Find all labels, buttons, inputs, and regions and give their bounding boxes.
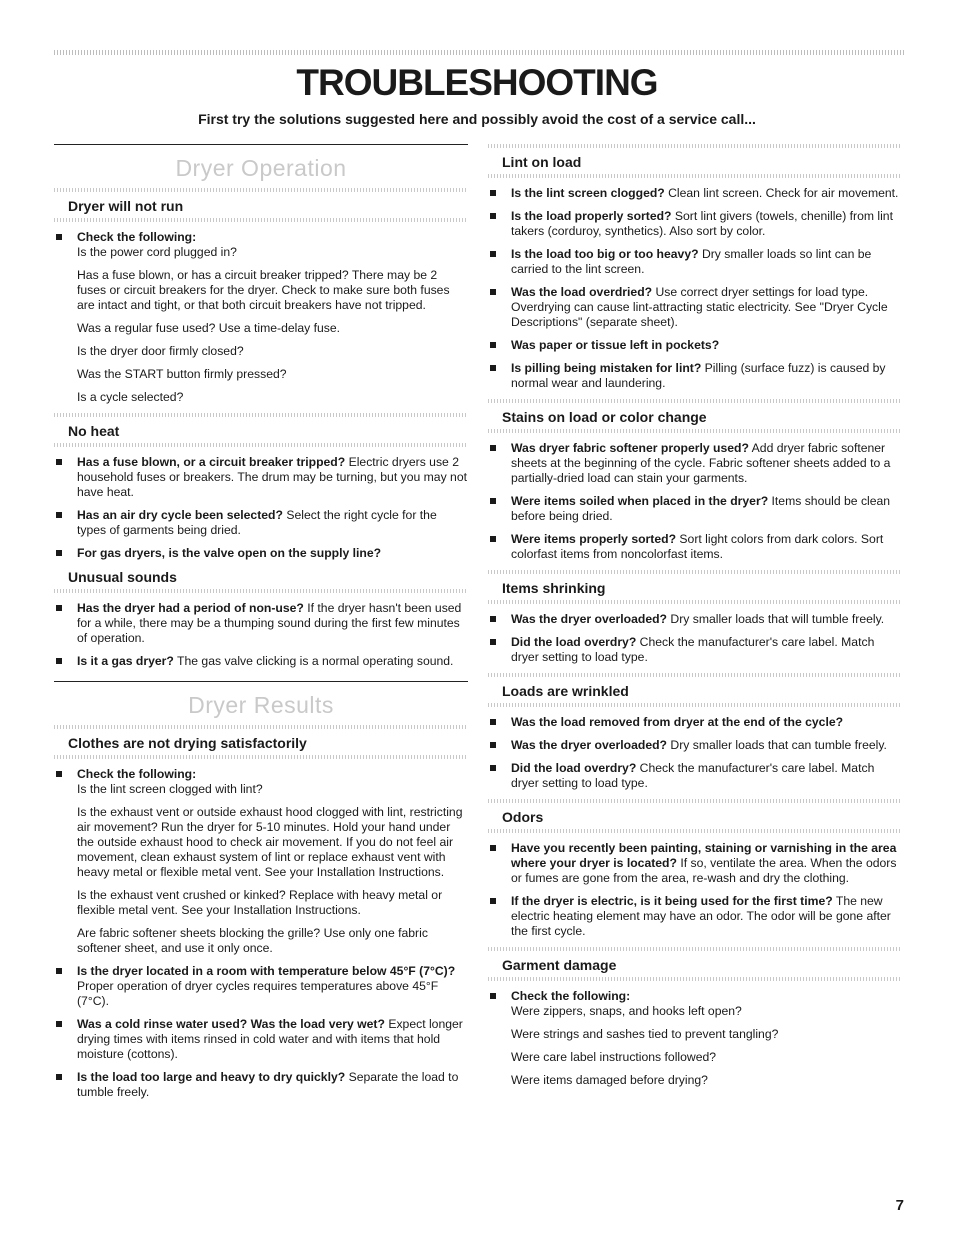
answer: Use correct dryer settings for load type. Overdrying can cause lint-attracting static electricity. See "Dryer Cycle Descriptions" (separate sheet). [511,285,888,329]
list-item [488,761,902,791]
list-item [54,508,468,538]
paragraph: Is the dryer door firmly closed? [77,344,244,358]
subsection-title-wrinkled: Loads are wrinkled [502,683,629,699]
paragraph: Is the exhaust vent or outside exhaust hood clogged with lint, restricting air movement? Run the dryer for 5-10 minutes. Hold your hand under the outside exhaust hood to check air movement. If you do not feel air movement, clean exhaust system of lint or replace exhaust vent with heavy metal or flexible metal vent. See your Installation Instructions. [77,805,463,879]
list-item [488,989,902,1004]
answer: Electric dryers use 2 household fuses or breakers. The drum may be turning, but you may not have heat. [77,455,467,499]
check-label: Check the following: [77,767,197,781]
paragraph: Were strings and sashes tied to prevent tangling? [511,1027,779,1041]
question: Was the dryer overloaded? [511,612,667,626]
divider [54,755,468,759]
answer: If the dryer hasn't been used for a while, there may be a thumping sound during the first few minutes of operation. [77,601,462,645]
right-column [488,144,902,1096]
divider [488,570,902,574]
question: Were items properly sorted? [511,532,677,546]
page-number: 7 [895,1197,904,1214]
question: Did the load overdry? [511,761,637,775]
divider [54,188,468,192]
paragraph: Was a regular fuse used? Use a time-delay fuse. [77,321,341,335]
page-subtitle: First try the solutions suggested here and possibly avoid the cost of a service call... [198,111,756,127]
answer: Dry smaller loads so lint can be carried to the lint screen. [511,247,872,276]
subsection-title-stains: Stains on load or color change [502,409,707,425]
list-item [488,841,902,886]
paragraph: Is a cycle selected? [77,390,184,404]
list-item [54,601,468,646]
paragraph: Are fabric softener sheets blocking the grille? Use only one fabric softener sheet, and use it only once. [77,926,428,955]
stains-list [488,441,902,562]
divider [488,829,902,833]
paragraph: Were items damaged before drying? [511,1073,708,1087]
check-label: Check the following: [77,230,197,244]
list-item [488,441,902,486]
subsection-title-not-drying: Clothes are not drying satisfactorily [68,735,307,751]
question: Is pilling being mistaken for lint? [511,361,702,375]
answer: Check the manufacturer's care label. Match dryer setting to load type. [511,761,875,790]
will-not-run-list [54,230,468,245]
question: Has an air dry cycle been selected? [77,508,283,522]
not-drying-list [54,964,468,1100]
question: Is the dryer located in a room with temperature below 45°F (7°C)? [77,964,456,978]
subsection-title-garment-damage: Garment damage [502,957,617,973]
subsection-title-unusual-sounds: Unusual sounds [68,569,177,585]
question: Is the lint screen clogged? [511,186,665,200]
list-item [488,715,902,730]
list-item [488,285,902,330]
list-item [54,546,468,561]
divider [488,947,902,951]
list-item [54,230,468,245]
list-item [54,1070,468,1100]
question: Have you recently been painting, staining or varnishing in the area where your dryer is located? [511,841,897,870]
list-item [488,532,902,562]
wrinkled-list [488,715,902,791]
question: Did the load overdry? [511,635,637,649]
no-heat-list [54,455,468,561]
question: Was paper or tissue left in pockets? [511,338,720,352]
lint-list [488,186,902,391]
divider [54,443,468,447]
list-item [54,767,468,782]
question: Is the load too large and heavy to dry quickly? [77,1070,346,1084]
answer: Check the manufacturer's care label. Match dryer setting to load type. [511,635,875,664]
question: Has the dryer had a period of non-use? [77,601,304,615]
paragraph: Were care label instructions followed? [511,1050,717,1064]
paragraph: Has a fuse blown, or has a circuit breaker tripped? There may be 2 fuses or circuit breakers for the dryer. Check to make sure both fuses are intact and tight, or that both circuit breakers have not tripped. [77,268,450,312]
answer: Dry smaller loads that will tumble freely. [667,612,885,626]
divider [488,977,902,981]
question: Was dryer fabric softener properly used? [511,441,749,455]
answer: Add dryer fabric softener sheets at the beginning of the cycle. Fabric softener sheets added to a partially-dried load can stain your garments. [511,441,891,485]
question: Was the load removed from dryer at the end of the cycle? [511,715,844,729]
paragraph: Is the exhaust vent crushed or kinked? Replace with heavy metal or flexible metal vent. See your Installation Instructions. [77,888,443,917]
answer: Expect longer drying times with items rinsed in cold water and with items that hold moisture (cottons). [77,1017,463,1061]
top-divider [54,50,906,55]
garment-damage-list [488,989,902,1004]
not-drying-check-list [54,767,468,782]
list-item [488,894,902,939]
list-item [488,186,902,201]
question: Has a fuse blown, or a circuit breaker tripped? [77,455,346,469]
list-item [488,738,902,753]
divider [488,673,902,677]
list-item [488,635,902,665]
answer: Select the right cycle for the types of garments being dried. [77,508,437,537]
divider [54,413,468,417]
answer: Clean lint screen. Check for air movement. [664,186,899,200]
question: If the dryer is electric, is it being used for the first time? [511,894,833,908]
answer: The gas valve clicking is a normal operating sound. [173,654,454,668]
subsection-title-odors: Odors [502,809,544,825]
list-item [488,247,902,277]
section-rule [54,681,468,682]
subsection-title-shrinking: Items shrinking [502,580,606,596]
section-title-dryer-results: Dryer Results [188,692,334,718]
subsection-title-lint: Lint on load [502,154,582,170]
paragraph: Is the power cord plugged in? [77,245,237,259]
subsection-title-will-not-run: Dryer will not run [68,198,184,214]
list-item [54,964,468,1009]
paragraph: Were zippers, snaps, and hooks left open? [511,1004,742,1018]
list-item [54,455,468,500]
answer: The new electric heating element may have an odor. The odor will be gone after the first cycle. [511,894,891,938]
list-item [488,494,902,524]
divider [488,703,902,707]
list-item [488,361,902,391]
check-label: Check the following: [511,989,631,1003]
section-title-dryer-operation: Dryer Operation [175,155,347,181]
answer: Dry smaller loads that can tumble freely. [667,738,887,752]
answer: Sort light colors from dark colors. Sort colorfast items from noncolorfast items. [511,532,884,561]
page-title: TROUBLESHOOTING [296,62,658,103]
divider [54,589,468,593]
question: Was the load overdried? [511,285,653,299]
list-item [54,654,468,669]
divider [488,429,902,433]
divider [488,799,902,803]
subsection-title-no-heat: No heat [68,423,120,439]
divider [488,174,902,178]
list-item [488,209,902,239]
answer: Pilling (surface fuzz) is caused by normal wear and laundering. [511,361,886,390]
answer: Separate the load to tumble freely. [77,1070,459,1099]
divider [488,144,902,148]
paragraph: Is the lint screen clogged with lint? [77,782,263,796]
question: Was the dryer overloaded? [511,738,667,752]
list-item [488,338,902,353]
answer: Sort lint givers (towels, chenille) from lint takers (corduroy, synthetics). Also sort by color. [511,209,893,238]
question: Is the load too big or too heavy? [511,247,699,261]
answer: If so, ventilate the area. When the odors or fumes are gone from the area, re-wash and dry the clothing. [511,856,897,885]
section-rule [54,144,468,145]
unusual-sounds-list [54,601,468,669]
answer: Items should be clean before being dried. [511,494,891,523]
divider [54,725,468,729]
question: Was a cold rinse water used? Was the load very wet? [77,1017,385,1031]
answer: Proper operation of dryer cycles requires temperatures above 45°F (7°C). [77,979,439,1008]
odors-list [488,841,902,939]
question: Were items soiled when placed in the dryer? [511,494,769,508]
question: Is it a gas dryer? [77,654,174,668]
divider [488,600,902,604]
left-column [54,144,468,1108]
list-item [488,612,902,627]
question: For gas dryers, is the valve open on the supply line? [77,546,382,560]
list-item [54,1017,468,1062]
shrinking-list [488,612,902,665]
question: Is the load properly sorted? [511,209,672,223]
divider [54,218,468,222]
paragraph: Was the START button firmly pressed? [77,367,287,381]
divider [488,399,902,403]
